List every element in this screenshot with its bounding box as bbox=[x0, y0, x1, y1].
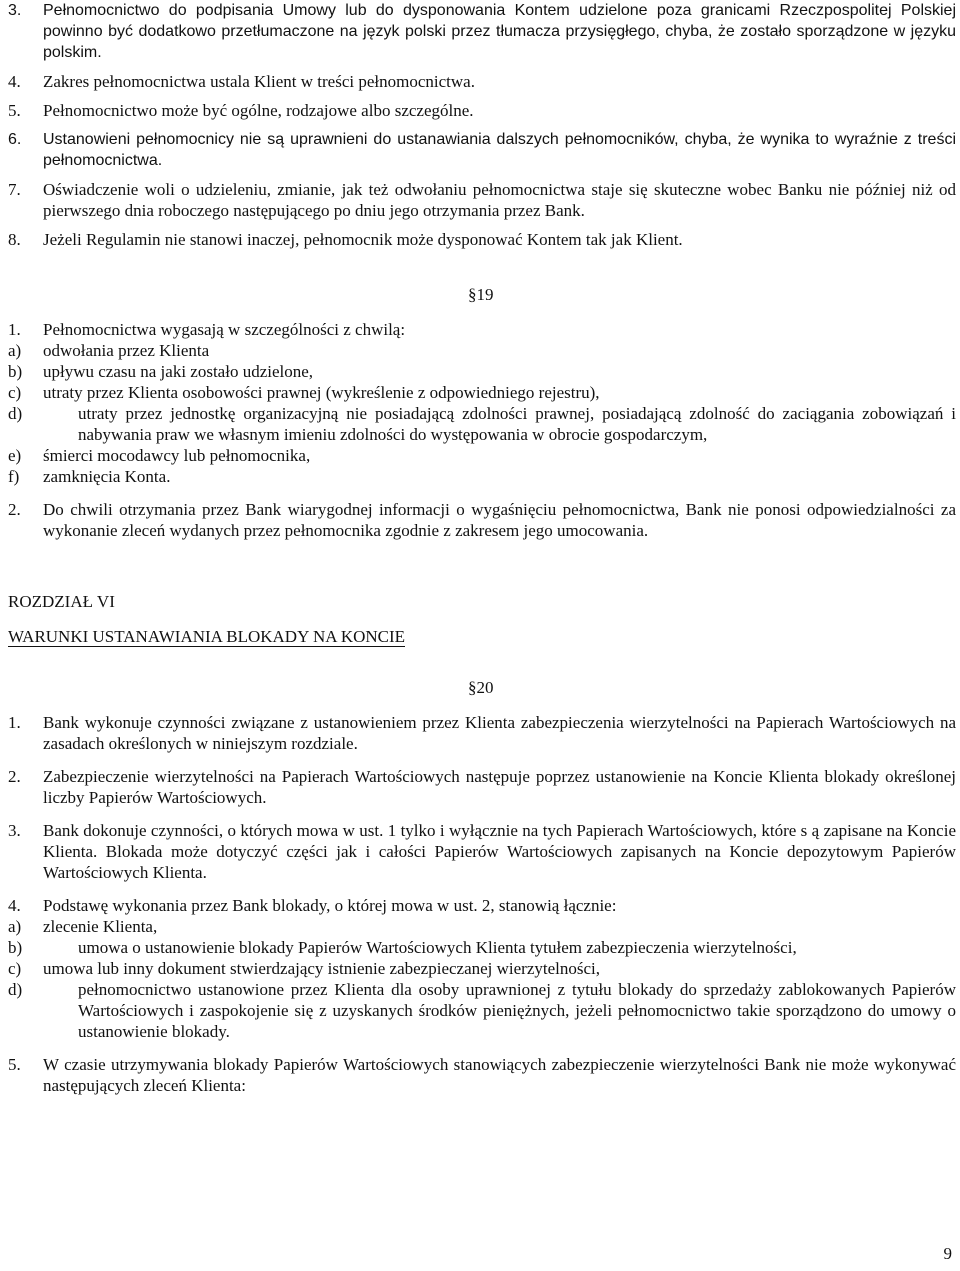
sub-item-text: upływu czasu na jaki zostało udzielone, bbox=[43, 362, 314, 381]
sub-item-text: umowa lub inny dokument stwierdzający istnienie zabezpieczanej wierzytelności, bbox=[43, 959, 601, 978]
item-number: 7. bbox=[8, 180, 21, 199]
list-item bbox=[8, 229, 956, 250]
item-text: Zakres pełnomocnictwa ustala Klient w treści pełnomocnictwa. bbox=[43, 72, 475, 91]
item-number: 2. bbox=[8, 500, 21, 519]
item-text: Do chwili otrzymania przez Bank wiarygodnej informacji o wygaśnięciu pełnomocnictwa, Bank nie ponosi odpowiedzialności za wykonanie zleceń wydanych przez pełnomocnika zgodnie z zakresem jego umocowania. bbox=[43, 500, 956, 540]
item-text: Pełnomocnictwo może być ogólne, rodzajowe albo szczególne. bbox=[43, 101, 474, 120]
list-item bbox=[8, 766, 956, 808]
list-item bbox=[8, 499, 956, 541]
sub-item bbox=[8, 403, 956, 445]
item-text: Zabezpieczenie wierzytelności na Papierach Wartościowych następuje poprzez ustanowienie na Koncie Klienta blokady określonej liczby Papierów Wartościowych. bbox=[43, 767, 956, 807]
item-number: 3. bbox=[8, 2, 22, 19]
sub-item-text: zamknięcia Konta. bbox=[43, 467, 171, 486]
list-item bbox=[8, 712, 956, 754]
sub-item bbox=[8, 445, 956, 466]
list-item bbox=[8, 0, 956, 63]
item-text: Jeżeli Regulamin nie stanowi inaczej, pełnomocnik może dysponować Kontem tak jak Klient. bbox=[43, 230, 683, 249]
item-number: 8. bbox=[8, 230, 21, 249]
sub-item bbox=[8, 958, 956, 979]
sub-item-letter: e) bbox=[8, 446, 22, 465]
sub-item-text: odwołania przez Klienta bbox=[43, 341, 210, 360]
item-text: Bank wykonuje czynności związane z ustanowieniem przez Klienta zabezpieczenia wierzytelności na Papierach Wartościowych na zasadach określonych w niniejszym rozdziale. bbox=[43, 713, 956, 753]
item-text: Pełnomocnictwo do podpisania Umowy lub do dysponowania Kontem udzielone poza granicami Rzeczpospolitej Polskiej powinno być dodatkowo przetłumaczone na język polski przez tłumacza przysięgłego, chyba, że zostało sporządzone w języku polskim. bbox=[43, 2, 956, 61]
item-text: Bank dokonuje czynności, o których mowa w ust. 1 tylko i wyłącznie na tych Papierach Wartościowych, które s ą zapisane na Koncie Klienta. Blokada może dotyczyć części jak i całości Papierów Wartościowych zapisanych na Koncie depozytowym Papierów Wartościowych Klienta. bbox=[43, 821, 956, 882]
list-item bbox=[8, 895, 956, 916]
sub-item-letter: a) bbox=[8, 341, 22, 360]
sub-item bbox=[8, 466, 956, 487]
item-number: 1. bbox=[8, 320, 21, 339]
page-number: 9 bbox=[943, 1244, 952, 1263]
item-text: Pełnomocnictwa wygasają w szczególności z chwilą: bbox=[43, 320, 406, 339]
sub-item-letter: f) bbox=[8, 467, 20, 486]
sub-item bbox=[8, 361, 956, 382]
list-item bbox=[8, 71, 956, 92]
chapter-subtitle: WARUNKI USTANAWIANIA BLOKADY NA KONCIE bbox=[8, 627, 406, 646]
item-number: 4. bbox=[8, 72, 21, 91]
sub-item-letter: d) bbox=[8, 980, 23, 999]
chapter-title: ROZDZIAŁ VI bbox=[8, 592, 115, 611]
list-item bbox=[8, 129, 956, 171]
item-text: Oświadczenie woli o udzieleniu, zmianie, jak też odwołaniu pełnomocnictwa staje się skuteczne wobec Banku nie później niż od pierwszego dnia roboczego następującego po dniu jego otrzymania przez Bank. bbox=[43, 180, 956, 220]
item-text: Ustanowieni pełnomocnicy nie są uprawnieni do ustanawiania dalszych pełnomocników, chyba, że wynika to wyraźnie z treści pełnomocnictwa. bbox=[43, 131, 956, 169]
sub-item-text: umowa o ustanowienie blokady Papierów Wartościowych Klienta tytułem zabezpieczenia wierzytelności, bbox=[78, 938, 797, 957]
sub-item bbox=[8, 382, 956, 403]
item-number: 5. bbox=[8, 1055, 21, 1074]
item-number: 6. bbox=[8, 131, 22, 148]
list-item bbox=[8, 1054, 956, 1096]
sub-item-letter: c) bbox=[8, 959, 22, 978]
item-number: 3. bbox=[8, 821, 21, 840]
list-item bbox=[8, 820, 956, 883]
sub-item-text: utraty przez Klienta osobowości prawnej (wykreślenie z odpowiedniego rejestru), bbox=[43, 383, 600, 402]
document-page bbox=[8, 0, 956, 1096]
sub-item bbox=[8, 979, 956, 1042]
section-sign-20: §20 bbox=[468, 678, 494, 697]
sub-item bbox=[8, 340, 956, 361]
item-number: 5. bbox=[8, 101, 21, 120]
item-text: Podstawę wykonania przez Bank blokady, o której mowa w ust. 2, stanowią łącznie: bbox=[43, 896, 617, 915]
list-item bbox=[8, 179, 956, 221]
item-number: 4. bbox=[8, 896, 21, 915]
sub-item-text: śmierci mocodawcy lub pełnomocnika, bbox=[43, 446, 311, 465]
sub-item-letter: c) bbox=[8, 383, 22, 402]
sub-item-letter: b) bbox=[8, 362, 23, 381]
item-text: W czasie utrzymywania blokady Papierów Wartościowych stanowiących zabezpieczenie wierzytelności Bank nie może wykonywać następujących zleceń Klienta: bbox=[43, 1055, 956, 1095]
sub-item-letter: a) bbox=[8, 917, 22, 936]
sub-item bbox=[8, 916, 956, 937]
list-item bbox=[8, 100, 956, 121]
item-number: 2. bbox=[8, 767, 21, 786]
section-sign-19: §19 bbox=[468, 285, 494, 304]
sub-item-letter: d) bbox=[8, 404, 23, 423]
sub-item bbox=[8, 937, 956, 958]
sub-item-letter: b) bbox=[8, 938, 23, 957]
sub-item-text: zlecenie Klienta, bbox=[43, 917, 158, 936]
list-item bbox=[8, 319, 956, 340]
sub-item-text: pełnomocnictwo ustanowione przez Klienta dla osoby uprawnionej z tytułu blokady do sprzedaży zablokowanych Papierów Wartościowych i zaspokojenie się z uzyskanych środków pieniężnych, jeżeli pełnomocnictwo takie sporządzono do umowy o ustanowienie blokady. bbox=[78, 980, 956, 1041]
sub-item-text: utraty przez jednostkę organizacyjną nie posiadającą zdolności prawnej, posiadającą zdolność do zaciągania zobowiązań i nabywania praw we własnym imieniu zdolności do występowania w obrocie gospodarczym, bbox=[78, 404, 956, 444]
item-number: 1. bbox=[8, 713, 21, 732]
